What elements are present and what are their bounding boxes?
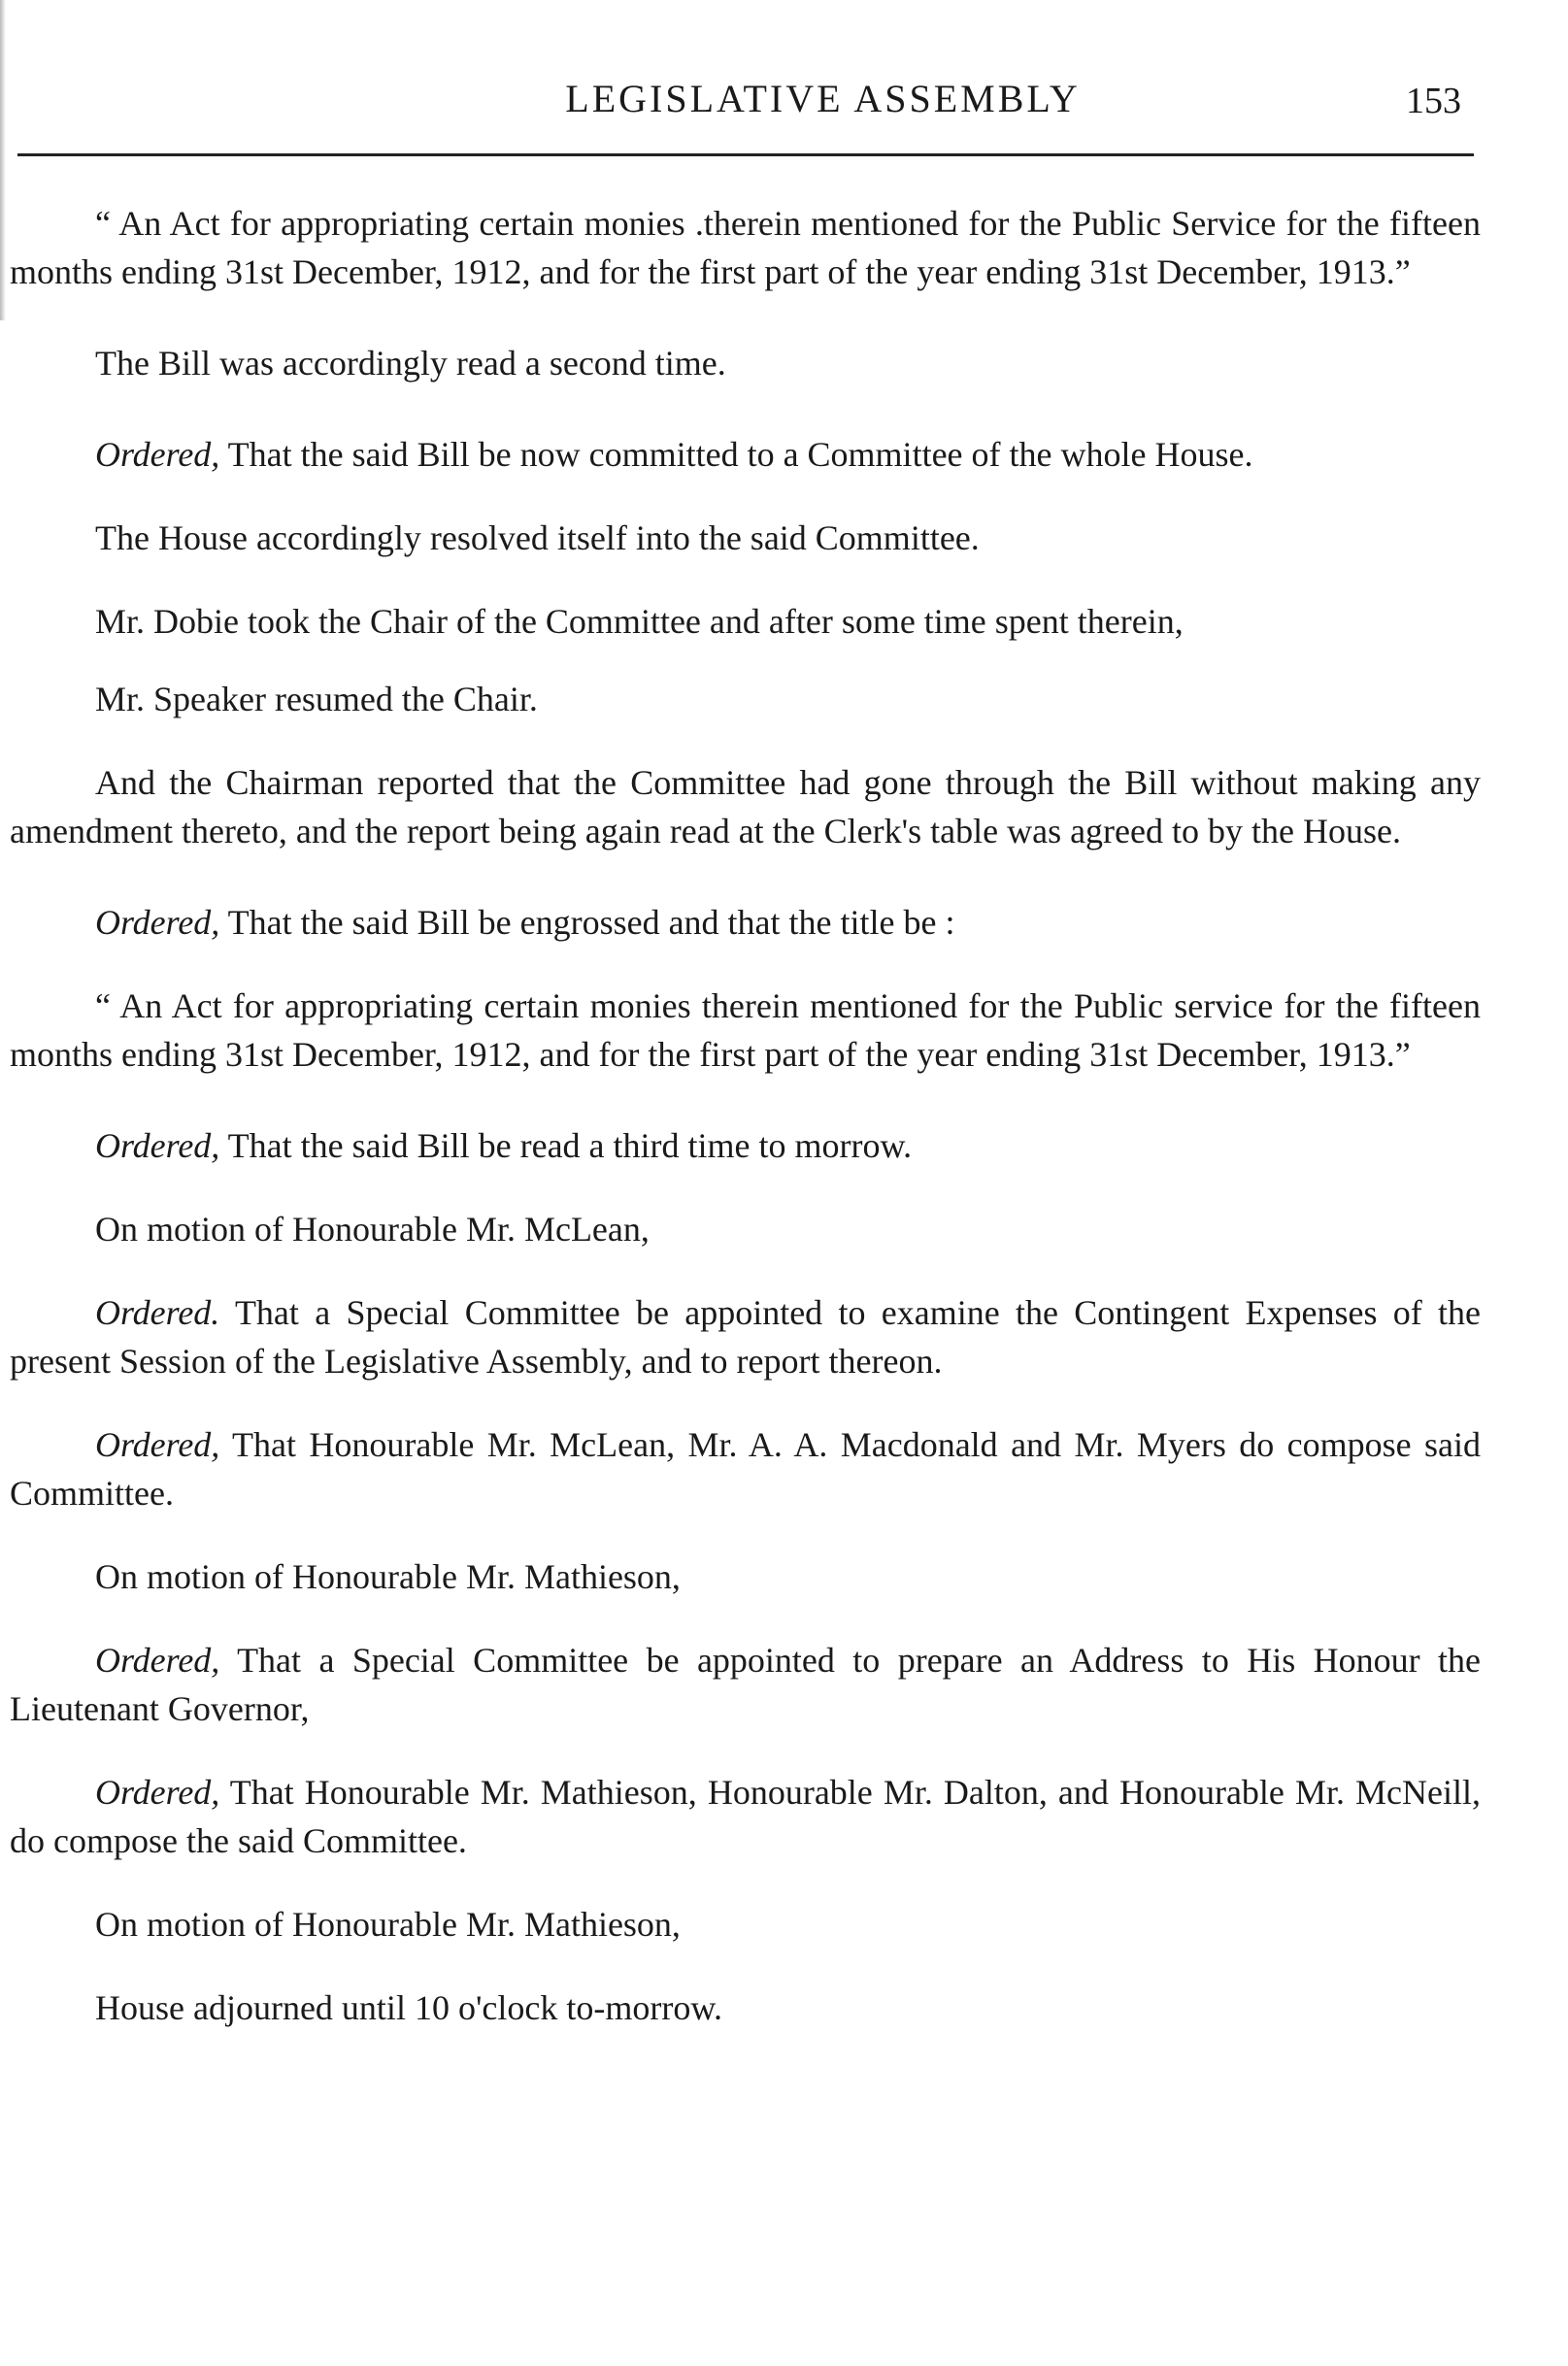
paragraph-text: “ An Act for appropriating certain monies therein mentioned for the Public service for the fifteen months ending 31st December, 1912, and for the first part of the year ending 31st December, 1913.”	[10, 986, 1481, 1074]
paragraph-house-resolved	[10, 514, 1481, 562]
paragraph-text: That a Special Committee be appointed to examine the Contingent Expenses of the present Session of the Legislative Assembly, and to report thereon.	[10, 1293, 1481, 1381]
paragraph-order-contingent-committee	[10, 1288, 1481, 1385]
paragraph-text: On motion of Honourable Mr. Mathieson,	[95, 1557, 681, 1596]
paragraph-motion-mclean	[10, 1205, 1481, 1253]
paragraph-text: Mr. Speaker resumed the Chair.	[95, 680, 538, 718]
ordered-lead: Ordered,	[95, 1773, 220, 1812]
paragraph-order-address-committee	[10, 1636, 1481, 1733]
paragraph-text: That Honourable Mr. Mathieson, Honourable Mr. Dalton, and Honourable Mr. McNeill, do compose the said Committee.	[10, 1773, 1481, 1860]
paragraph-house-adjourned	[10, 1983, 1481, 2032]
paragraph-order-third-reading	[10, 1121, 1481, 1170]
paragraph-text: The Bill was accordingly read a second time.	[95, 344, 726, 383]
journal-body	[10, 199, 1481, 2067]
paragraph-act-title-1	[10, 199, 1481, 296]
paragraph-order-engrossed	[10, 898, 1481, 947]
paragraph-text: And the Chairman reported that the Committee had gone through the Bill without making any amendment thereto, and the report being again read at the Clerk's table was agreed to by the House.	[10, 763, 1481, 850]
paragraph-text: That the said Bill be now committed to a Committee of the whole House.	[219, 435, 1253, 474]
ordered-lead: Ordered,	[95, 1425, 220, 1464]
paragraph-second-reading	[10, 339, 1481, 387]
paragraph-text: That a Special Committee be appointed to prepare an Address to His Honour the Lieutenant Governor,	[10, 1641, 1481, 1728]
paragraph-motion-mathieson-2	[10, 1900, 1481, 1949]
paragraph-order-committed	[10, 430, 1481, 479]
paragraph-text: That the said Bill be engrossed and that the title be :	[219, 903, 955, 942]
header-rule	[17, 153, 1474, 156]
ordered-lead: Ordered.	[95, 1293, 220, 1332]
ordered-lead: Ordered,	[95, 1126, 220, 1165]
paragraph-chairman-report	[10, 758, 1481, 855]
paragraph-order-committee-members-1	[10, 1420, 1481, 1517]
paragraph-text: Mr. Dobie took the Chair of the Committee and after some time spent therein,	[95, 602, 1184, 641]
paragraph-text: On motion of Honourable Mr. Mathieson,	[95, 1905, 681, 1944]
paragraph-dobie-chair	[10, 597, 1481, 646]
paragraph-speaker-resumed	[10, 675, 1481, 723]
paragraph-text: That Honourable Mr. McLean, Mr. A. A. Macdonald and Mr. Myers do compose said Committee.	[10, 1425, 1481, 1513]
scan-edge-shadow	[0, 0, 6, 320]
paragraph-text: House adjourned until 10 o'clock to-morrow.	[95, 1988, 723, 2027]
paragraph-text: That the said Bill be read a third time to morrow.	[219, 1126, 913, 1165]
running-head: LEGISLATIVE ASSEMBLY	[565, 77, 1081, 120]
ordered-lead: Ordered,	[95, 903, 220, 942]
paragraph-act-title-2	[10, 982, 1481, 1079]
page-number: 153	[1406, 81, 1461, 121]
paragraph-motion-mathieson-1	[10, 1552, 1481, 1601]
page-header	[155, 70, 1490, 128]
paragraph-text: The House accordingly resolved itself into the said Committee.	[95, 518, 980, 557]
paragraph-order-committee-members-2	[10, 1768, 1481, 1865]
paragraph-text: On motion of Honourable Mr. McLean,	[95, 1210, 650, 1249]
paragraph-text: “ An Act for appropriating certain monies .therein mentioned for the Public Service for the fifteen months ending 31st December, 1912, and for the first part of the year ending 31st December, 1913.”	[10, 204, 1481, 291]
ordered-lead: Ordered,	[95, 1641, 220, 1680]
ordered-lead: Ordered,	[95, 435, 220, 474]
